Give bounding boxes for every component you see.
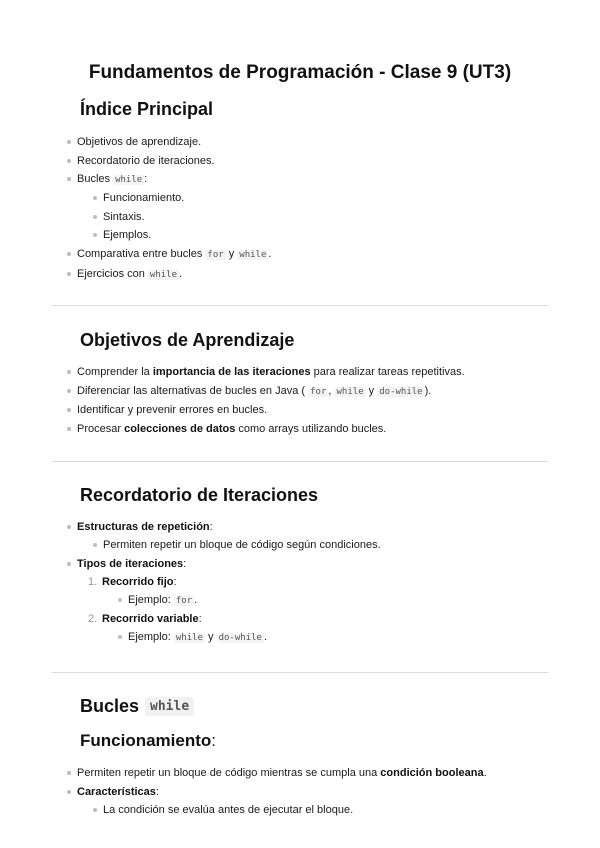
- indice-list: [64, 133, 271, 284]
- recordatorio-sublist: [90, 536, 381, 554]
- list-item: Comprender la importancia de las iteraciones para realizar tareas repetitivas.: [64, 363, 465, 381]
- list-item: Ejercicios con while .: [64, 265, 271, 284]
- funcionamiento-list: [64, 764, 487, 819]
- funcionamiento-heading: Funcionamiento:: [80, 731, 217, 750]
- document-title: Fundamentos de Programación - Clase 9 (UT3): [88, 62, 512, 83]
- inline-code: while: [115, 175, 143, 186]
- inline-code: do-while: [379, 386, 423, 397]
- list-item: Ejemplo: while y do-while .: [115, 628, 381, 647]
- list-item: Permiten repetir un bloque de código mientras se cumpla una condición booleana.: [64, 764, 487, 782]
- section-divider: [52, 461, 548, 462]
- tipos-ordered-list: [90, 573, 381, 648]
- list-item: Funcionamiento.: [90, 189, 271, 207]
- variable-sublist: [115, 628, 381, 647]
- list-item: Tipos de iteraciones: 1. Recorrido fijo: Ejemplo: for . 2. Recorrido variable: Ejemplo: while y do-while .: [64, 555, 381, 648]
- inline-code: for: [175, 595, 193, 606]
- recordatorio-heading: Recordatorio de Iteraciones: [80, 485, 319, 505]
- list-item: Características: La condición se evalúa antes de ejecutar el bloque.: [64, 783, 487, 819]
- list-item: La condición se evalúa antes de ejecutar el bloque.: [90, 801, 487, 819]
- inline-code: while: [239, 249, 267, 260]
- list-item: Ejemplos.: [90, 226, 271, 244]
- inline-code: while: [149, 269, 178, 280]
- list-item: Ejemplo: for .: [115, 591, 381, 610]
- inline-code: while: [336, 386, 364, 397]
- list-item: Permiten repetir un bloque de código según condiciones.: [90, 536, 381, 554]
- bucles-heading: Bucles while: [80, 696, 194, 717]
- list-item: Diferenciar las alternativas de bucles en Java ( for , while y do-while ).: [64, 382, 465, 401]
- list-item: 2. Recorrido variable: Ejemplo: while y do-while .: [90, 610, 381, 647]
- list-item: Objetivos de aprendizaje.: [64, 133, 271, 151]
- inline-code: while: [175, 633, 203, 644]
- section-divider: [52, 672, 548, 673]
- list-item: Recordatorio de iteraciones.: [64, 152, 271, 170]
- inline-code: do-while: [218, 633, 262, 644]
- list-item: Bucles while : Funcionamiento. Sintaxis. Ejemplos.: [64, 170, 271, 244]
- inline-code: for: [310, 386, 327, 397]
- list-item: Comparativa entre bucles for y while .: [64, 245, 271, 264]
- inline-code: for: [207, 249, 224, 260]
- section-divider: [52, 305, 548, 306]
- heading-code: while: [145, 697, 194, 716]
- fijo-sublist: [115, 591, 381, 610]
- list-item: Estructuras de repetición: Permiten repetir un bloque de código según condiciones.: [64, 518, 381, 554]
- list-item: Procesar colecciones de datos como arrays utilizando bucles.: [64, 420, 465, 438]
- list-item: Identificar y prevenir errores en bucles.: [64, 401, 465, 419]
- indice-sublist: [90, 189, 271, 244]
- recordatorio-list: [64, 518, 381, 648]
- list-item: 1. Recorrido fijo: Ejemplo: for .: [90, 573, 381, 610]
- caracteristicas-sublist: [90, 801, 487, 819]
- list-item: Sintaxis.: [90, 208, 271, 226]
- objetivos-heading: Objetivos de Aprendizaje: [80, 330, 295, 350]
- objetivos-list: [64, 363, 465, 438]
- indice-heading: Índice Principal: [80, 99, 214, 119]
